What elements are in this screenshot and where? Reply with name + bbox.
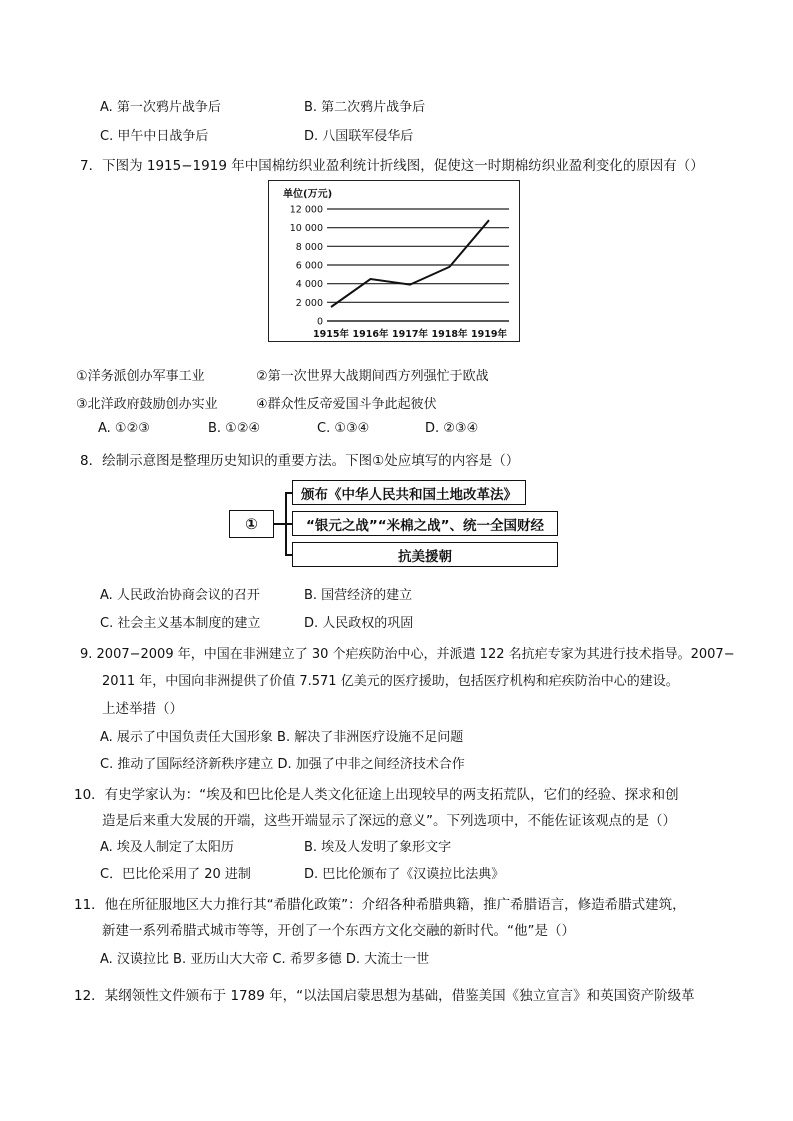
y-tick-label: 2 000 xyxy=(295,297,323,309)
y-tick-label: 12 000 xyxy=(289,204,323,216)
q9-line-3: 上述举措（） xyxy=(102,701,183,717)
q10-option-d: D. 巴比伦颁布了《汉谟拉比法典》 xyxy=(304,867,505,882)
q7-option-a: A. ①②③ xyxy=(98,421,150,436)
q11-line-1: 11．他在所征服地区大力推行其“希腊化政策”：介绍各种希腊典籍，推广希腊语言，修造希腊式建筑， xyxy=(74,897,686,913)
profit-line-chart xyxy=(268,180,520,342)
q7-option-c: C. ①③④ xyxy=(317,421,370,436)
q7-option-b: B. ①②④ xyxy=(208,421,261,436)
diagram-box-finance: “银元之战”“米棉之战”、统一全国财经 xyxy=(292,511,558,536)
q10-line-1: 10．有史学家认为：“埃及和巴比伦是人类文化征途上出现较早的两支拓荒队，它们的经验、探求和创 xyxy=(74,787,679,803)
q9-line-2: 2011 年，中国向非洲提供了价值 7.571 亿美元的医疗援助，包括医疗机构和疟疾防治中心的建设。 xyxy=(102,674,679,689)
x-tick-label: 1916年 xyxy=(352,329,389,340)
q9-options-row-2: C. 推动了国际经济新秩序建立 D. 加强了中非之间经济技术合作 xyxy=(100,757,465,772)
x-tick-label: 1915年 xyxy=(313,329,349,340)
y-tick-label: 8 000 xyxy=(295,241,323,253)
q6-option-a: A. 第一次鸦片战争后 xyxy=(100,100,221,115)
q10-line-2: 造是后来重大发展的开端，这些开端显示了深远的意义”。下列选项中，不能佐证该观点的是（） xyxy=(102,813,676,829)
y-tick-label: 6 000 xyxy=(295,260,323,272)
q8-option-d: D. 人民政权的巩固 xyxy=(304,616,414,631)
q9-line-1: 9. 2007−2009 年，中国在非洲建立了 30 个疟疾防治中心，并派遣 122 名抗疟专家为其进行技术指导。2007− xyxy=(80,647,735,662)
q6-option-c: C. 甲午中日战争后 xyxy=(100,129,209,144)
diagram-box-korea: 抗美援朝 xyxy=(292,542,558,567)
q8-option-a: A. 人民政治协商会议的召开 xyxy=(100,588,260,603)
q8-stem: 8．绘制示意图是整理历史知识的重要方法。下图①处应填写的内容是（） xyxy=(80,453,520,469)
q8-option-c: C. 社会主义基本制度的建立 xyxy=(100,616,261,631)
q12-line-1: 12．某纲领性文件颁布于 1789 年，“以法国启蒙思想为基础，借鉴美国《独立宣言》和英国资产阶级革 xyxy=(74,988,695,1004)
q11-options: A. 汉谟拉比 B. 亚历山大大帝 C. 希罗多德 D. 大流士一世 xyxy=(100,952,430,967)
q9-options-row-1: A. 展示了中国负责任大国形象 B. 解决了非洲医疗设施不足问题 xyxy=(100,730,464,745)
q7-item-1: ①洋务派创办军事工业 xyxy=(76,369,205,384)
q8-option-b: B. 国营经济的建立 xyxy=(304,588,413,603)
y-tick-label: 4 000 xyxy=(295,279,323,291)
chart-svg xyxy=(269,181,521,343)
y-axis-label: 单位(万元) xyxy=(283,189,333,200)
q7-stem: 7．下图为 1915−1919 年中国棉纺织业盈利统计折线图，促使这一时期棉纺织业盈利变化的原因有（） xyxy=(80,158,704,174)
q7-item-2: ②第一次世界大战期间西方列强忙于欧战 xyxy=(256,369,489,384)
q7-option-d: D. ②③④ xyxy=(425,421,479,436)
q6-option-b: B. 第二次鸦片战争后 xyxy=(304,100,426,115)
y-tick-label: 10 000 xyxy=(289,223,323,235)
diagram-circle-box: ① xyxy=(229,510,274,538)
x-tick-label: 1918年 xyxy=(431,329,468,340)
x-tick-label: 1919年 xyxy=(471,329,507,340)
diagram-box-land-reform: 颁布《中华人民共和国土地改革法》 xyxy=(292,480,526,505)
q10-option-b: B. 埃及人发明了象形文字 xyxy=(304,840,452,855)
q6-option-d: D. 八国联军侵华后 xyxy=(304,129,414,144)
q11-line-2: 新建一系列希腊式城市等等，开创了一个东西方文化交融的新时代。“他”是（） xyxy=(102,923,575,939)
x-tick-label: 1917年 xyxy=(392,329,428,340)
q7-item-4: ④群众性反帝爱国斗争此起彼伏 xyxy=(256,397,437,412)
q10-option-a: A. 埃及人制定了太阳历 xyxy=(100,840,234,855)
q10-option-c: C．巴比伦采用了 20 进制 xyxy=(100,867,251,882)
series-line xyxy=(331,220,489,307)
q7-item-3: ③北洋政府鼓励创办实业 xyxy=(76,397,218,412)
y-tick-label: 0 xyxy=(316,316,323,328)
